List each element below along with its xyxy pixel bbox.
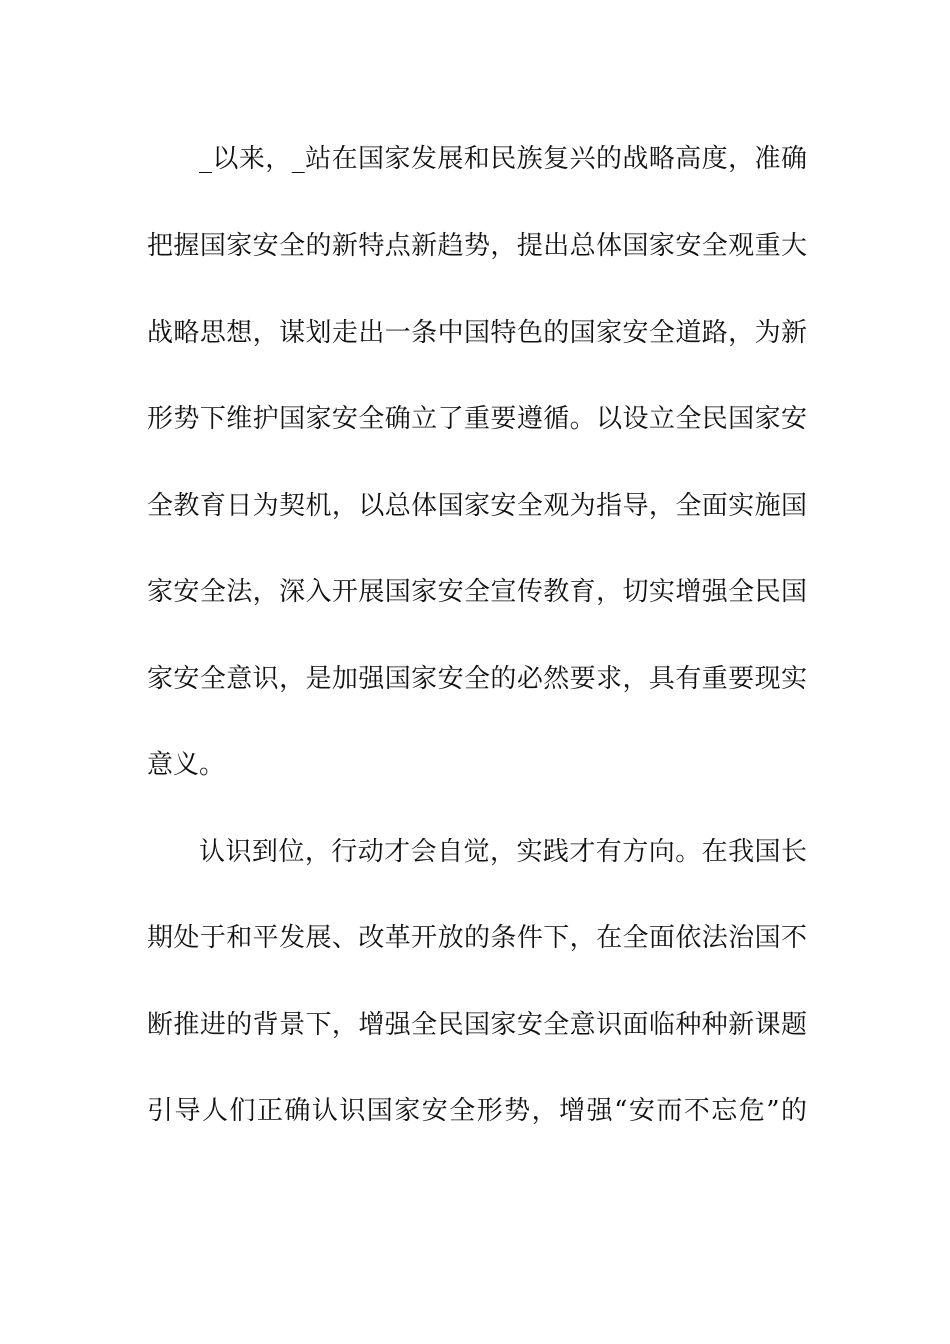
paragraph-1-line-7: 家安全意识，是加强国家安全的必然要求，具有重要现实 [147,664,807,694]
paragraph-2-line-3: 断推进的背景下，增强全民国家安全意识面临种种新课题 [147,1010,807,1040]
paragraph-2-line-4: 引导人们正确认识国家安全形势，增强“安而不忘危”的 [147,1096,807,1126]
paragraph-2-line-2: 期处于和平发展、改革开放的条件下，在全面依法治国不 [147,923,807,953]
paragraph-1-line-6: 家安全法，深入开展国家安全宣传教育，切实增强全民国 [147,577,807,607]
paragraph-1-line-8: 意义。 [147,750,226,780]
paragraph-1-line-5: 全教育日为契机，以总体国家安全观为指导，全面实施国 [147,491,807,521]
paragraph-1-line-3: 战略思想，谋划走出一条中国特色的国家安全道路，为新 [147,318,807,348]
paragraph-1-line-2: 把握国家安全的新特点新趋势，提出总体国家安全观重大 [147,231,807,261]
paragraph-2-line-1: 认识到位，行动才会自觉，实践才有方向。在我国长 [199,837,807,867]
paragraph-1-line-4: 形势下维护国家安全确立了重要遵循。以设立全民国家安 [147,404,807,434]
paragraph-1-line-1: _以来，_站在国家发展和民族复兴的战略高度，准确 [199,144,807,174]
